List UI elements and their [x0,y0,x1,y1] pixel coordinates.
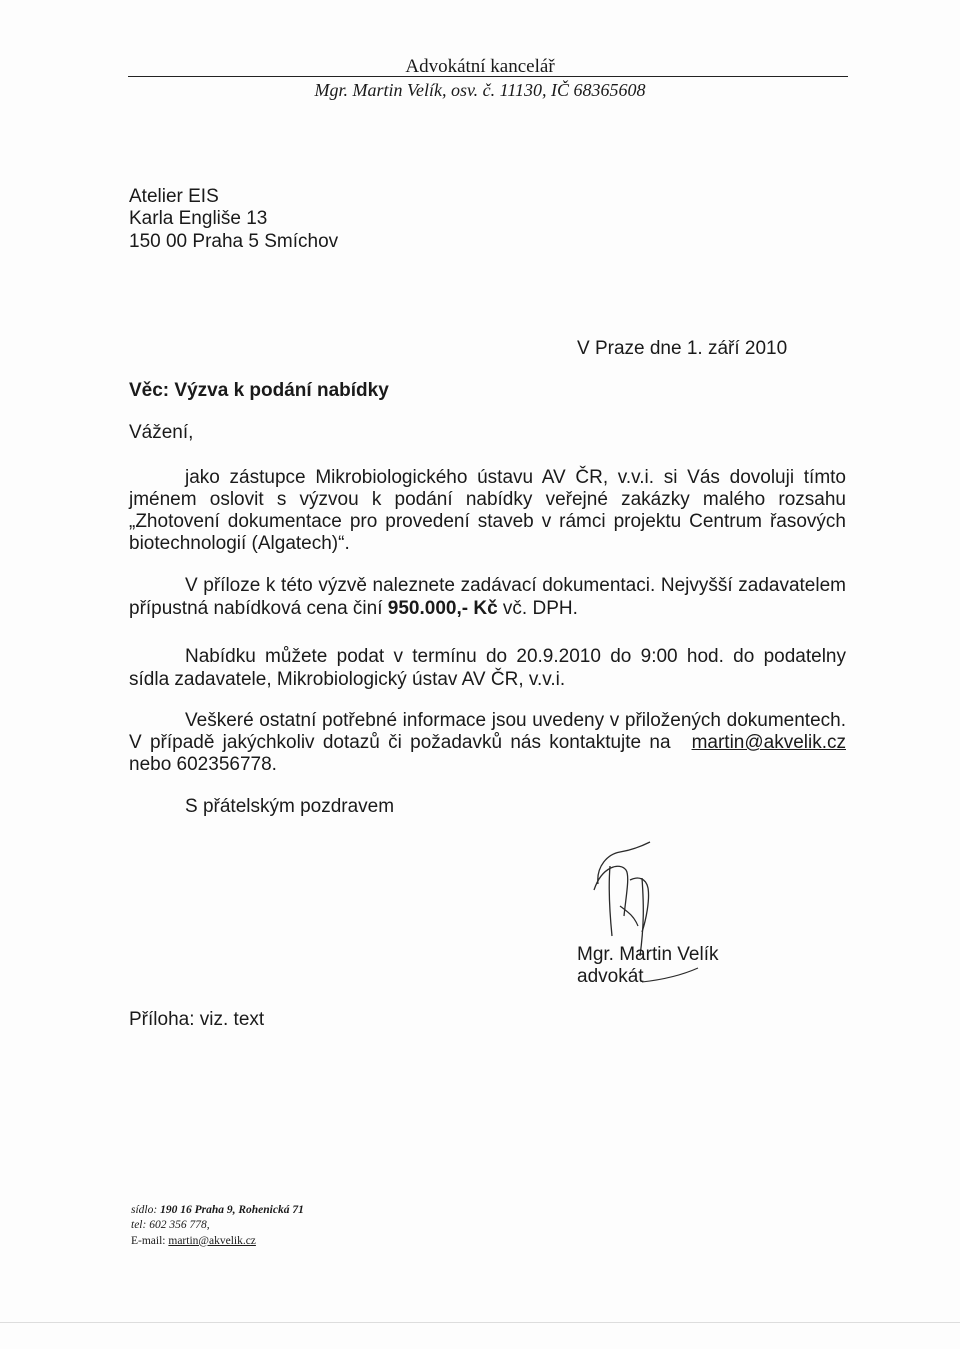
recipient-city: 150 00 Praha 5 Smíchov [129,231,339,252]
footer [131,1203,304,1249]
paragraph1-line1: jako zástupce Mikrobiologického ústavu AV ČR, v.v.i. si Vás dovoluji tímto [185,467,846,488]
signature-tail [640,958,700,988]
paragraph3-line1: Nabídku můžete podat v termínu do 20.9.2010 do 9:00 hod. do podatelny [185,646,846,667]
paragraph4-line1: Veškeré ostatní potřebné informace jsou uvedeny v přiložených dokumentech. [185,710,846,731]
scan-edge-line [0,1322,960,1323]
attachment-note: Příloha: viz. text [129,1009,265,1030]
closing: S přátelským pozdravem [185,796,395,817]
email-link[interactable]: martin@akvelik.cz [691,732,846,753]
paragraph4-line2 [129,731,846,756]
contact-prefix: V případě jakýchkoliv dotazů či požadavků nás kontaktujte na [129,732,671,753]
paragraph1-line2: jménem oslovit s výzvou k podání nabídky veřejné zakázky malého rozsahu [129,489,846,510]
recipient-name: Atelier EIS [129,186,219,207]
subject-line [129,379,389,404]
price-suffix: vč. DPH. [497,598,578,619]
paragraph4-line3: nebo 602356778. [129,754,277,775]
subject-label: Věc: [129,380,170,401]
salutation: Vážení, [129,422,194,443]
paragraph3-line2: sídla zadavatele, Mikrobiologický ústav AV ČR, v.v.i. [129,669,566,690]
paragraph1-line3: „Zhotovení dokumentace pro provedení staveb v rámci projektu Centrum řasových [129,511,846,532]
footer-tel: tel: 602 356 778, [131,1219,210,1232]
footer-email-link[interactable]: martin@akvelik.cz [168,1234,256,1247]
subject-text: Výzva k podání nabídky [174,380,389,401]
recipient-street: Karla Engliše 13 [129,208,268,229]
footer-seat-label: sídlo: [131,1204,158,1216]
price-prefix: přípustná nabídková cena činí [129,598,388,619]
paragraph1-line4: biotechnologií (Algatech)“. [129,533,350,554]
signatory-title: advokát [577,966,644,987]
footer-email-label: E-mail: [131,1234,166,1247]
footer-email-line [131,1234,304,1249]
max-price: 950.000,- Kč [387,598,498,619]
place-date: V Praze dne 1. září 2010 [577,338,788,359]
paragraph2-line1: V příloze k této výzvě naleznete zadávací dokumentaci. Nejvyšší zadavatelem [185,575,846,596]
footer-seat-value: 190 16 Praha 9, Rohenická 71 [160,1204,304,1216]
letterhead-lawyer: Mgr. Martin Velík, osv. č. 11130, IČ 68365608 [314,80,646,100]
letterhead-office: Advokátní kancelář [405,56,555,77]
letterhead-rule [128,76,848,77]
paragraph2-line2 [129,597,578,622]
footer-seat [131,1203,304,1218]
signatory-name: Mgr. Martin Velík [577,944,719,965]
